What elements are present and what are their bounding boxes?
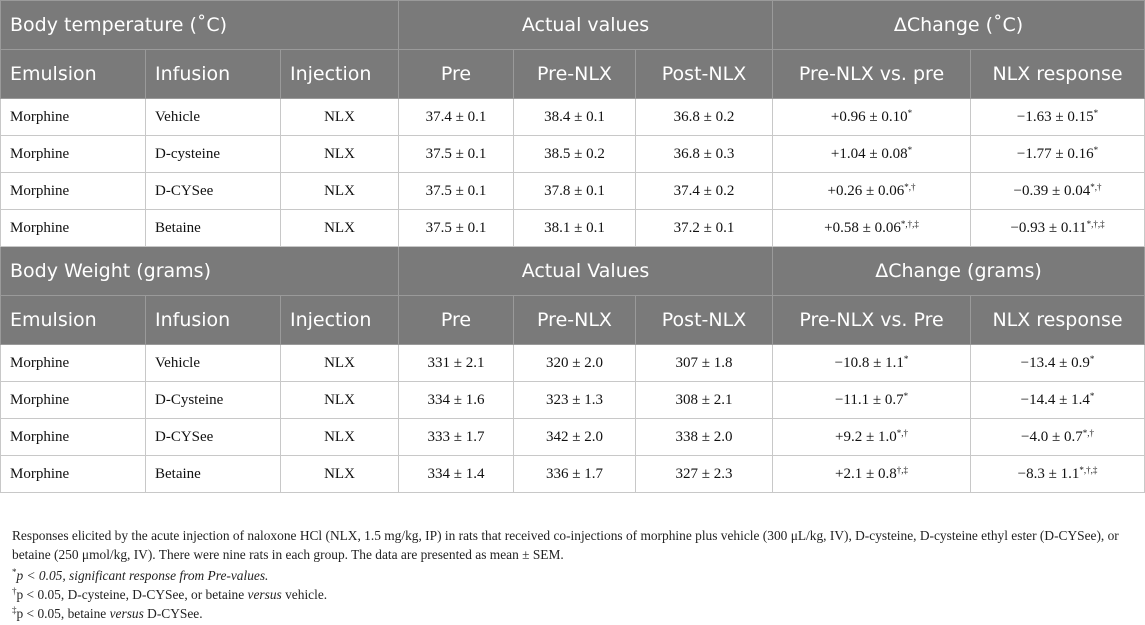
column-header-row — [1, 296, 1145, 345]
cell-value: +1.04 ± 0.08 — [830, 145, 908, 162]
cell-nlx-resp — [971, 173, 1145, 210]
cell-pre: 37.5 ± 0.1 — [399, 173, 514, 210]
cell-pre: 37.5 ± 0.1 — [399, 210, 514, 247]
cell-prenlx: 320 ± 2.0 — [514, 345, 636, 382]
column-header: Injection — [281, 296, 399, 345]
cell-postnlx: 307 ± 1.8 — [636, 345, 773, 382]
significance-marker: * — [903, 353, 909, 364]
cell-infusion: D-CYSee — [146, 419, 281, 456]
footnote-significance: *p < 0.05, significant response from Pre-values. — [12, 567, 269, 583]
significance-marker: *,† — [1082, 427, 1094, 438]
cell-pre: 333 ± 1.7 — [399, 419, 514, 456]
cell-prenlx: 37.8 ± 0.1 — [514, 173, 636, 210]
cell-prenlx: 38.5 ± 0.2 — [514, 136, 636, 173]
cell-nlx-resp — [971, 456, 1145, 493]
significance-marker: *,†,‡ — [1079, 464, 1098, 475]
cell-pre: 37.4 ± 0.1 — [399, 99, 514, 136]
cell-nlx-resp — [971, 136, 1145, 173]
cell-emulsion: Morphine — [1, 382, 146, 419]
cell-infusion: Betaine — [146, 456, 281, 493]
cell-delta-pre — [773, 419, 971, 456]
group-header-change: ΔChange (˚C) — [773, 1, 1145, 50]
cell-prenlx: 336 ± 1.7 — [514, 456, 636, 493]
column-header: Emulsion — [1, 50, 146, 99]
cell-value: +0.96 ± 0.10 — [830, 108, 908, 125]
cell-pre: 331 ± 2.1 — [399, 345, 514, 382]
significance-marker: * — [903, 390, 909, 401]
cell-injection: NLX — [281, 173, 399, 210]
footnote-vs-dcysee: ‡p < 0.05, betaine versus D-CYSee. — [12, 605, 203, 621]
cell-value: −0.93 ± 0.11 — [1010, 219, 1087, 236]
cell-value: −0.39 ± 0.04 — [1013, 182, 1091, 199]
cell-nlx-resp — [971, 210, 1145, 247]
cell-value: +0.58 ± 0.06 — [824, 219, 901, 236]
cell-prenlx: 38.1 ± 0.1 — [514, 210, 636, 247]
cell-injection: NLX — [281, 345, 399, 382]
table-footnotes — [12, 526, 1137, 623]
cell-emulsion: Morphine — [1, 99, 146, 136]
group-header-change: ΔChange (grams) — [773, 247, 1145, 296]
cell-pre: 334 ± 1.6 — [399, 382, 514, 419]
cell-postnlx: 308 ± 2.1 — [636, 382, 773, 419]
cell-value: +0.26 ± 0.06 — [827, 182, 905, 199]
cell-postnlx: 327 ± 2.3 — [636, 456, 773, 493]
column-header: Pre-NLX vs. pre — [773, 50, 971, 99]
cell-injection: NLX — [281, 419, 399, 456]
significance-marker: * — [1089, 390, 1095, 401]
column-header: Pre-NLX — [514, 50, 636, 99]
cell-infusion: Vehicle — [146, 345, 281, 382]
column-header: Post-NLX — [636, 296, 773, 345]
table-row — [1, 136, 1145, 173]
cell-delta-pre — [773, 136, 971, 173]
column-header: Pre — [399, 50, 514, 99]
cell-value: −4.0 ± 0.7 — [1021, 428, 1083, 445]
column-header: Pre-NLX vs. Pre — [773, 296, 971, 345]
cell-emulsion: Morphine — [1, 345, 146, 382]
cell-prenlx: 323 ± 1.3 — [514, 382, 636, 419]
significance-marker: * — [907, 107, 913, 118]
cell-infusion: D-Cysteine — [146, 382, 281, 419]
column-header: Emulsion — [1, 296, 146, 345]
cell-delta-pre — [773, 99, 971, 136]
cell-nlx-resp — [971, 382, 1145, 419]
footnote-vs-vehicle: †p < 0.05, D-cysteine, D-CYSee, or betaine versus vehicle. — [12, 586, 328, 602]
column-header: Pre — [399, 296, 514, 345]
table-row — [1, 173, 1145, 210]
table-row — [1, 99, 1145, 136]
significance-marker: *,† — [1090, 181, 1102, 192]
cell-value: −13.4 ± 0.9 — [1020, 354, 1090, 371]
table-row — [1, 456, 1145, 493]
cell-value: +2.1 ± 0.8 — [835, 465, 897, 482]
cell-value: −14.4 ± 1.4 — [1020, 391, 1090, 408]
table-row — [1, 382, 1145, 419]
table-caption: Responses elicited by the acute injection of naloxone HCl (NLX, 1.5 mg/kg, IP) in rats that received co-injections of morphine plus vehicle (300 μL/kg, IV), D-cysteine, D-cysteine ethyl ester (D-CYSee), or betaine (250 μmol/kg, IV). There were nine rats in each group. The data are presented as mean ± SEM. — [12, 528, 1119, 562]
significance-marker: * — [1093, 144, 1099, 155]
column-header: Pre-NLX — [514, 296, 636, 345]
cell-postnlx: 37.4 ± 0.2 — [636, 173, 773, 210]
cell-value: −8.3 ± 1.1 — [1017, 465, 1080, 482]
column-header: Infusion — [146, 50, 281, 99]
cell-injection: NLX — [281, 99, 399, 136]
cell-value: −10.8 ± 1.1 — [834, 354, 904, 371]
cell-emulsion: Morphine — [1, 173, 146, 210]
cell-emulsion: Morphine — [1, 456, 146, 493]
cell-nlx-resp — [971, 99, 1145, 136]
column-header: Post-NLX — [636, 50, 773, 99]
significance-marker: †,‡ — [896, 464, 908, 475]
cell-postnlx: 36.8 ± 0.2 — [636, 99, 773, 136]
cell-injection: NLX — [281, 456, 399, 493]
cell-postnlx: 36.8 ± 0.3 — [636, 136, 773, 173]
cell-prenlx: 38.4 ± 0.1 — [514, 99, 636, 136]
cell-emulsion: Morphine — [1, 136, 146, 173]
column-header: Injection — [281, 50, 399, 99]
cell-nlx-resp — [971, 345, 1145, 382]
significance-marker: *,†,‡ — [900, 218, 919, 229]
cell-pre: 37.5 ± 0.1 — [399, 136, 514, 173]
cell-injection: NLX — [281, 210, 399, 247]
significance-marker: * — [1089, 353, 1095, 364]
section-title: Body Weight (grams) — [1, 247, 399, 296]
cell-value: −1.77 ± 0.16 — [1016, 145, 1094, 162]
column-header: NLX response — [971, 50, 1145, 99]
section-title: Body temperature (˚C) — [1, 1, 399, 50]
cell-postnlx: 338 ± 2.0 — [636, 419, 773, 456]
column-header: NLX response — [971, 296, 1145, 345]
cell-delta-pre — [773, 210, 971, 247]
significance-marker: *,† — [896, 427, 908, 438]
cell-delta-pre — [773, 345, 971, 382]
significance-marker: * — [907, 144, 913, 155]
cell-infusion: D-CYSee — [146, 173, 281, 210]
column-header-row — [1, 50, 1145, 99]
cell-pre: 334 ± 1.4 — [399, 456, 514, 493]
cell-nlx-resp — [971, 419, 1145, 456]
cell-infusion: Betaine — [146, 210, 281, 247]
cell-injection: NLX — [281, 136, 399, 173]
cell-postnlx: 37.2 ± 0.1 — [636, 210, 773, 247]
cell-infusion: D-cysteine — [146, 136, 281, 173]
cell-delta-pre — [773, 456, 971, 493]
table-row — [1, 419, 1145, 456]
group-header-actual: Actual Values — [399, 247, 773, 296]
significance-marker: *,† — [904, 181, 916, 192]
cell-value: −1.63 ± 0.15 — [1016, 108, 1094, 125]
cell-emulsion: Morphine — [1, 419, 146, 456]
cell-delta-pre — [773, 173, 971, 210]
cell-prenlx: 342 ± 2.0 — [514, 419, 636, 456]
cell-value: −11.1 ± 0.7 — [834, 391, 904, 408]
significance-marker: *,†,‡ — [1086, 218, 1105, 229]
cell-value: +9.2 ± 1.0 — [835, 428, 897, 445]
cell-delta-pre — [773, 382, 971, 419]
cell-emulsion: Morphine — [1, 210, 146, 247]
section-header-row — [1, 247, 1145, 296]
group-header-actual: Actual values — [399, 1, 773, 50]
significance-marker: * — [1093, 107, 1099, 118]
cell-injection: NLX — [281, 382, 399, 419]
table-row — [1, 345, 1145, 382]
cell-infusion: Vehicle — [146, 99, 281, 136]
section-header-row — [1, 1, 1145, 50]
table-row — [1, 210, 1145, 247]
column-header: Infusion — [146, 296, 281, 345]
